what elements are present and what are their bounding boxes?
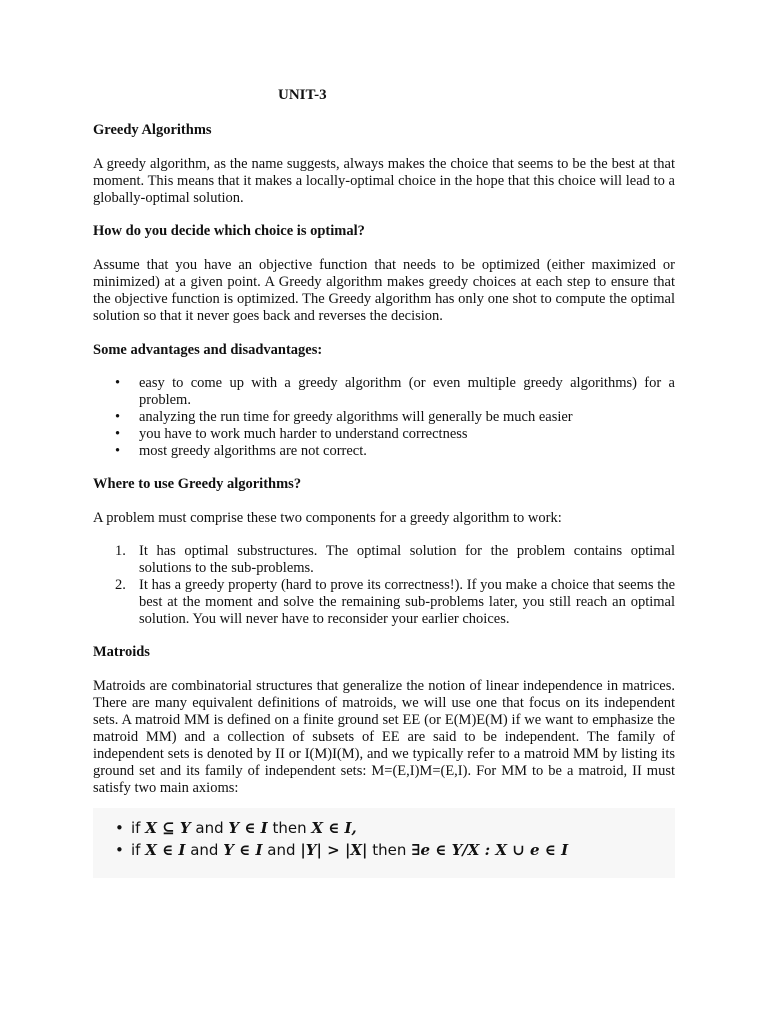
where-list bbox=[93, 543, 675, 628]
where-heading: Where to use Greedy algorithms? bbox=[93, 476, 302, 492]
list-item: • most greedy algorithms are not correct. bbox=[115, 443, 367, 459]
axioms-list bbox=[115, 818, 568, 862]
greedy-heading: Greedy Algorithms bbox=[93, 122, 212, 138]
axiom-1: • if X ⊆ Y and Y ∈ I then X ∈ I, bbox=[115, 819, 357, 837]
list-item: • analyzing the run time for greedy algorithms will generally be much easier bbox=[115, 409, 573, 425]
bullet-icon: • bbox=[115, 841, 124, 859]
list-item: 1. It has optimal substructures. The optimal solution for the problem contains optimal solutions to the sub-problems. bbox=[115, 543, 675, 576]
decide-heading: How do you decide which choice is optimal? bbox=[93, 223, 365, 239]
bullet-icon: • bbox=[115, 426, 121, 442]
bullet-icon: • bbox=[115, 409, 121, 425]
list-item: • you have to work much harder to understand correctness bbox=[115, 426, 468, 442]
list-item: 2. It has a greedy property (hard to prove its correctness!). If you make a choice that seems the best at the moment and solve the remaining sub-problems later, you still reach an optimal solution. You will never have to reconsider your earlier choices. bbox=[115, 577, 675, 627]
axiom-2: • if X ∈ I and Y ∈ I and |Y| > |X| then ∃e ∈ Y/X : X ∪ e ∈ I bbox=[115, 841, 569, 859]
matroids-heading: Matroids bbox=[93, 644, 150, 660]
axioms-box bbox=[93, 808, 675, 878]
bullet-icon: • bbox=[115, 819, 124, 837]
matroids-body: Matroids are combinatorial structures that generalize the notion of linear independence in matrices. There are many equivalent definitions of matroids, we will use one that focus on its independent sets. A matroid MM is defined on a finite ground set EE (or E(M)E(M) if we want to emphasize the matroid MM) and a collection of subsets of EE are said to be independent. The family of independent sets is denoted by II or I(M)I(M), and we typically refer to a matroid MM by listing its ground set and its family of independent sets: M=(E,I)M=(E,I). For MM to be a matroid, II must satisfy two main axioms: bbox=[93, 678, 675, 796]
list-item: • easy to come up with a greedy algorithm (or even multiple greedy algorithms) for a problem. bbox=[115, 375, 675, 408]
decide-body: Assume that you have an objective function that needs to be optimized (either maximized or minimized) at a given point. A Greedy algorithm makes greedy choices at each step to ensure that the objective function is optimized. The Greedy algorithm has only one shot to compute the optimal solution so that it never goes back and reverses the decision. bbox=[93, 257, 675, 324]
advantages-heading: Some advantages and disadvantages: bbox=[93, 342, 323, 358]
where-body: A problem must comprise these two components for a greedy algorithm to work: bbox=[93, 510, 562, 526]
bullet-icon: • bbox=[115, 443, 121, 459]
unit-title: UNIT-3 bbox=[278, 87, 327, 103]
advantages-list bbox=[93, 375, 675, 460]
greedy-intro: A greedy algorithm, as the name suggests, always makes the choice that seems to be the best at that moment. This means that it makes a locally-optimal choice in the hope that this choice will lead to a globally-optimal solution. bbox=[93, 156, 675, 206]
bullet-icon: • bbox=[115, 375, 121, 391]
